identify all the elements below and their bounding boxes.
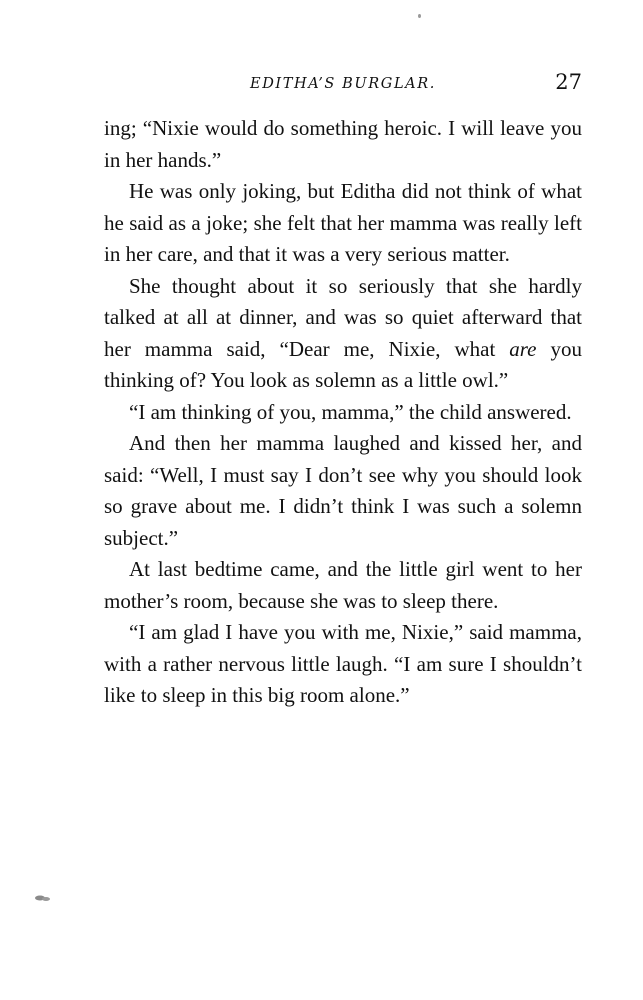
body-text bbox=[104, 113, 582, 712]
paragraph-3-text-b: you thinking of? You look as solemn as a little owl.” bbox=[104, 336, 582, 392]
ink-blot-icon bbox=[34, 893, 52, 903]
paragraph-7: “I am glad I have you with me, Nixie,” said mamma, with a rather nervous little laugh. “I am sure I shouldn’t like to sleep in this big room alone.” bbox=[104, 620, 582, 707]
paragraph-2: He was only joking, but Editha did not think of what he said as a joke; she felt that her mamma was really left in her care, and that it was a very serious matter. bbox=[104, 179, 582, 266]
paragraph-6: At last bedtime came, and the little girl went to her mother’s room, because she was to sleep there. bbox=[104, 557, 582, 613]
paragraph-1: ing; “Nixie would do something heroic. I will leave you in her hands.” bbox=[104, 116, 582, 172]
paragraph-4: “I am thinking of you, mamma,” the child answered. bbox=[129, 399, 572, 424]
running-head bbox=[104, 70, 582, 100]
paragraph-3 bbox=[104, 271, 582, 397]
page-number: 27 bbox=[555, 70, 582, 94]
paragraph-3-emphasis: are bbox=[509, 336, 537, 361]
paragraph-5: And then her mamma laughed and kissed her, and said: “Well, I must say I don’t see why you should look so grave about me. I didn’t think I was such a solemn subject.” bbox=[104, 431, 582, 550]
running-title: EDITHA’S BURGLAR. bbox=[250, 76, 436, 92]
paper-speck bbox=[418, 14, 421, 18]
paragraph-3-text-a: She thought about it so seriously that she hardly talked at all at dinner, and was so quiet afterward that her mamma said, “Dear me, Nixie, what bbox=[104, 273, 582, 361]
